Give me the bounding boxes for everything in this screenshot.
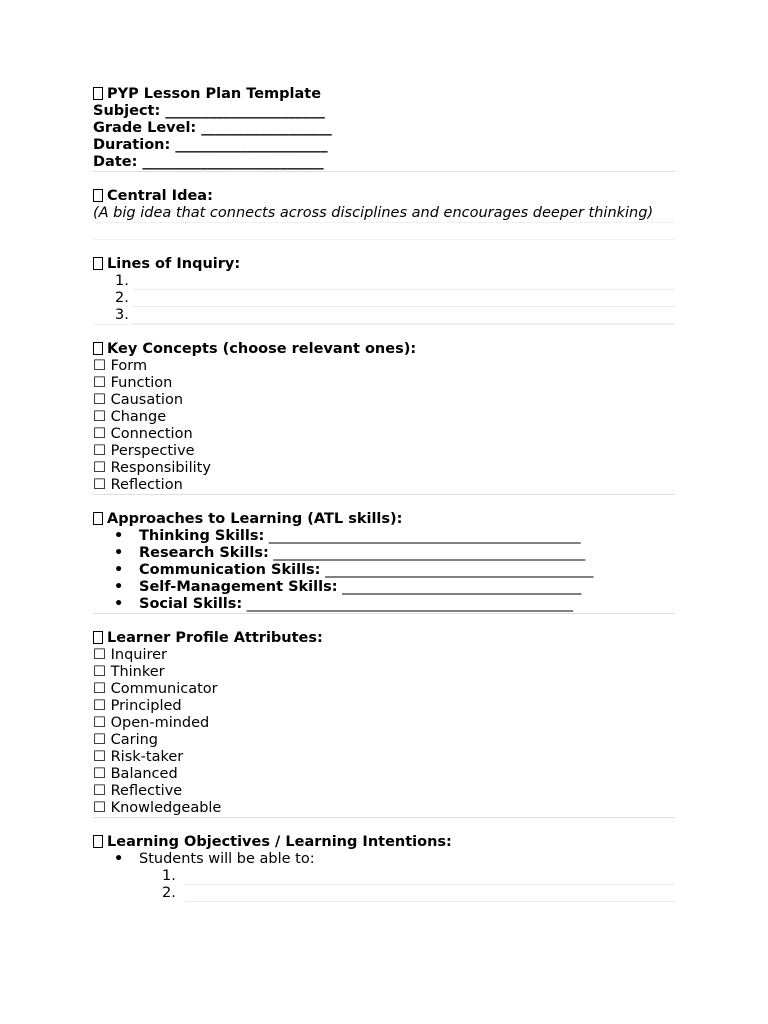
- learner-profile-item: ☐ Risk-taker: [93, 749, 184, 765]
- key-concept-item: ☐ Perspective: [93, 443, 195, 459]
- inquiry-line-1: 1.: [93, 273, 675, 290]
- learner-profile-item: ☐ Knowledgeable: [93, 800, 222, 816]
- learner-profile-item: ☐ Thinker: [93, 664, 165, 680]
- learner-profile-heading: Learner Profile Attributes:: [93, 630, 675, 647]
- central-idea-hint: (A big idea that connects across disciplines and encourages deeper thinking): [93, 205, 654, 221]
- document-title: PYP Lesson Plan Template: [93, 86, 675, 103]
- learner-profile-item: ☐ Balanced: [93, 766, 178, 782]
- grade-level-field: Grade Level: __________________: [93, 120, 332, 136]
- key-concept-item: ☐ Reflection: [93, 477, 183, 493]
- atl-item-social: • Social Skills: _____________________________________________: [114, 596, 574, 612]
- atl-item-communication: • Communication Skills: _____________________________________: [114, 562, 594, 578]
- atl-item-research: • Research Skills: ___________________________________________: [114, 545, 586, 561]
- key-concept-item: ☐ Change: [93, 409, 167, 425]
- learner-profile-item: ☐ Reflective: [93, 783, 183, 799]
- lines-of-inquiry-heading: Lines of Inquiry:: [93, 256, 675, 273]
- missing-glyph-icon: [93, 512, 103, 525]
- learner-profile-item: ☐ Principled: [93, 698, 182, 714]
- duration-field: Duration: _____________________: [93, 137, 328, 153]
- learner-profile-item: ☐ Inquirer: [93, 647, 168, 663]
- atl-item-self-management: • Self-Management Skills: _________________________________: [114, 579, 582, 595]
- learner-profile-item: ☐ Open-minded: [93, 715, 210, 731]
- bullet-icon: •: [114, 596, 124, 612]
- learner-profile-item: ☐ Communicator: [93, 681, 218, 697]
- missing-glyph-icon: [93, 87, 103, 100]
- key-concept-item: ☐ Responsibility: [93, 460, 211, 476]
- objectives-heading: Learning Objectives / Learning Intentions:: [93, 834, 675, 851]
- bullet-icon: •: [114, 851, 124, 867]
- date-field: Date: _________________________: [93, 154, 324, 170]
- objectives-bullet: • Students will be able to:: [114, 851, 315, 867]
- inquiry-line-2: 2.: [93, 290, 675, 307]
- missing-glyph-icon: [93, 835, 103, 848]
- objective-line-1: 1.: [93, 868, 675, 885]
- key-concept-item: ☐ Causation: [93, 392, 184, 408]
- key-concept-item: ☐ Form: [93, 358, 148, 374]
- bullet-icon: •: [114, 545, 124, 561]
- objective-line-2: 2.: [93, 885, 675, 902]
- learner-profile-item: ☐ Caring: [93, 732, 159, 748]
- bullet-icon: •: [114, 579, 124, 595]
- key-concepts-heading: Key Concepts (choose relevant ones):: [93, 341, 675, 358]
- bullet-icon: •: [114, 562, 124, 578]
- key-concept-item: ☐ Connection: [93, 426, 193, 442]
- inquiry-line-3: 3.: [93, 307, 675, 324]
- lesson-plan-document: [93, 86, 675, 902]
- missing-glyph-icon: [93, 631, 103, 644]
- central-idea-heading: Central Idea:: [93, 188, 675, 205]
- atl-item-thinking: • Thinking Skills: ___________________________________________: [114, 528, 581, 544]
- key-concept-item: ☐ Function: [93, 375, 173, 391]
- atl-heading: Approaches to Learning (ATL skills):: [93, 511, 675, 528]
- bullet-icon: •: [114, 528, 124, 544]
- missing-glyph-icon: [93, 342, 103, 355]
- subject-field: Subject: ______________________: [93, 103, 325, 119]
- missing-glyph-icon: [93, 189, 103, 202]
- missing-glyph-icon: [93, 257, 103, 270]
